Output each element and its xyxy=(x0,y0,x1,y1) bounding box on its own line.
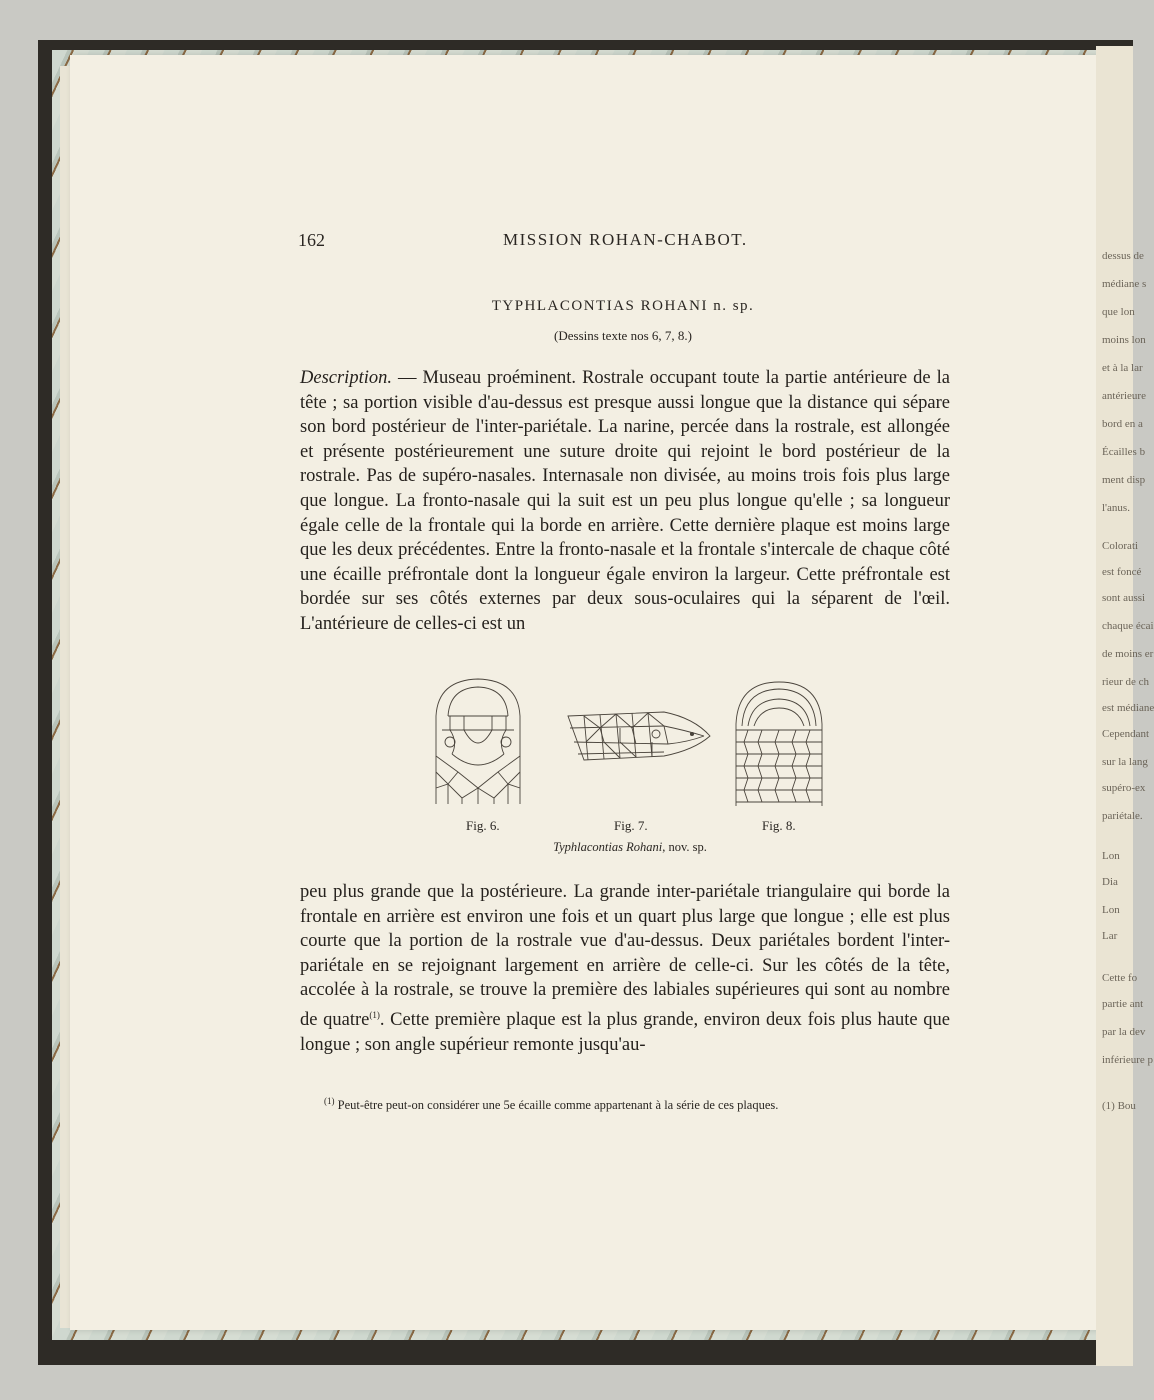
facing-page-line: Lon xyxy=(1102,850,1120,862)
facing-page-line: moins lon xyxy=(1102,334,1146,346)
facing-page-line: (1) Bou xyxy=(1102,1100,1136,1112)
facing-page-line: bord en a xyxy=(1102,418,1143,430)
facing-page-line: et à la lar xyxy=(1102,362,1143,374)
figure-7-drawing xyxy=(564,708,712,764)
facing-page-line: sont aussi xyxy=(1102,592,1146,604)
facing-page-line: est médiane xyxy=(1102,702,1154,714)
facing-page-line: Dia xyxy=(1102,876,1118,888)
facing-page-line: pariétale. xyxy=(1102,810,1143,822)
running-title: MISSION ROHAN-CHABOT. xyxy=(503,230,748,249)
caption-species: Typhlacontias Rohani xyxy=(553,840,663,854)
page-number: 162 xyxy=(298,230,325,250)
facing-page-line: l'anus. xyxy=(1102,502,1130,514)
facing-page-line: Écailles b xyxy=(1102,446,1146,458)
facing-page-line: Lar xyxy=(1102,930,1118,942)
facing-page-line: Colorati xyxy=(1102,540,1139,552)
facing-page-line: sur la lang xyxy=(1102,756,1148,768)
section-title: TYPHLACONTIAS ROHANI n. sp. xyxy=(491,298,755,314)
facing-page-line: rieur de ch xyxy=(1102,676,1150,688)
caption-suffix: , nov. sp. xyxy=(662,840,707,854)
continuation-text-b: . Cette première plaque est la plus grande, environ deux fois plus haute que longue ; son angle supérieur remonte jusqu'au- xyxy=(300,1010,951,1055)
facing-page-line: par la dev xyxy=(1102,1026,1146,1038)
facing-page-line: que lon xyxy=(1102,306,1135,318)
figure-7-label: Fig. 7. xyxy=(614,818,648,833)
facing-page-line: ment disp xyxy=(1102,474,1146,486)
figure-6-drawing xyxy=(428,676,528,808)
figure-caption xyxy=(440,840,820,855)
facing-page-line: Lon xyxy=(1102,904,1120,916)
continuation-paragraph xyxy=(300,880,950,1057)
description-paragraph xyxy=(300,366,950,637)
page-header xyxy=(298,230,948,254)
footnote xyxy=(324,1096,954,1113)
figure-8-drawing xyxy=(730,680,828,810)
footnote-mark: (1) xyxy=(324,1096,335,1106)
facing-page-line: Cependant xyxy=(1102,728,1150,740)
figure-8-label: Fig. 8. xyxy=(762,818,796,833)
facing-page-line: est foncé xyxy=(1102,566,1142,578)
description-label: Description. xyxy=(300,368,392,388)
facing-page-line: médiane s xyxy=(1102,278,1147,290)
footnote-reference: (1) xyxy=(369,1009,380,1020)
figure-6-label: Fig. 6. xyxy=(466,818,500,833)
continuation-text-a: peu plus grande que la postérieure. La grande inter-pariétale triangulaire qui borde la frontale en arrière est environ une fois et un quart plus large que longue ; elle est plus courte que la portion de la rostrale vue d'au-dessus. Deux pariétales bordent l'inter-pariétale en se rejoignant largement en arrière de celle-ci. Sur les côtés de la tête, accolée à la rostrale, se trouve la première des labiales supérieures qui sont au nombre de quatre xyxy=(300,882,950,1031)
facing-page-line: dessus de xyxy=(1102,250,1144,262)
facing-page-line: de moins er xyxy=(1102,648,1154,660)
facing-page-line: inférieure p xyxy=(1102,1054,1153,1066)
facing-page-line: partie ant xyxy=(1102,998,1144,1010)
facing-page-line: supéro-ex xyxy=(1102,782,1146,794)
facing-page-line: chaque écai xyxy=(1102,620,1154,632)
footnote-text: Peut-être peut-on considérer une 5e écaille comme appartenant à la série de ces plaques. xyxy=(334,1098,779,1113)
facing-page-line: antérieure xyxy=(1102,390,1146,402)
description-text: — Museau proéminent. Rostrale occupant toute la partie antérieure de la tête ; sa portion visible d'au-dessus est presque aussi longue que la distance qui sépare son bord postérieur de l'inter-pariétale. La narine, percée dans la rostrale, est allongée et présente postérieurement une suture droite qui rejoint le bord postérieur de la rostrale. Pas de supéro-nasales. Internasale non divisée, au moins trois fois plus large que longue. La fronto-nasale qui la suit est un peu plus longue qu'elle ; sa longueur égale celle de la frontale qui la borde en arrière. Cette dernière plaque est moins large que les deux précédentes. Entre la fronto-nasale et la frontale s'intercale de chaque côté une écaille préfrontale dont la longueur égale environ la largeur. Cette préfrontale est bordée sur ses côtés externes par deux sous-oculaires qui la séparent de l'œil. L'antérieure de celles-ci est un xyxy=(300,368,950,634)
facing-page-line: Cette fo xyxy=(1102,972,1138,984)
section-subtitle: (Dessins texte nos 6, 7, 8.) xyxy=(554,328,692,343)
